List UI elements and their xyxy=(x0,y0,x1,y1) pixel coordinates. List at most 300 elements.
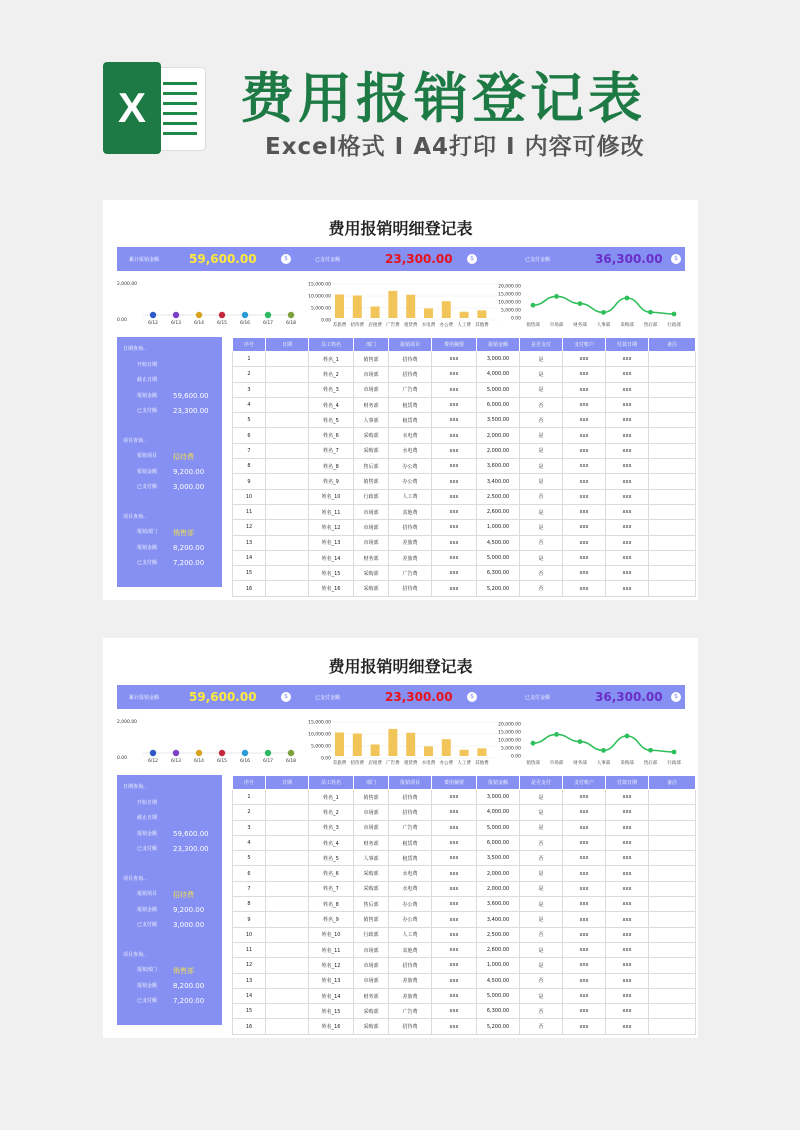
table-cell[interactable]: 否 xyxy=(520,566,563,581)
table-cell[interactable]: 人事部 xyxy=(354,413,389,428)
column-header[interactable]: 报销项目 xyxy=(389,776,432,790)
table-cell[interactable]: 姓名_9 xyxy=(309,912,354,927)
table-cell[interactable] xyxy=(266,942,309,957)
table-cell[interactable]: xxx xyxy=(432,474,477,489)
table-cell[interactable]: xxx xyxy=(606,973,649,988)
table-cell[interactable]: 采购部 xyxy=(354,581,389,596)
table-cell[interactable]: 是 xyxy=(520,367,563,382)
table-cell[interactable]: 招待费 xyxy=(389,805,432,820)
column-header[interactable]: 备注 xyxy=(649,776,696,790)
table-cell[interactable]: 13 xyxy=(233,973,266,988)
table-cell[interactable] xyxy=(649,790,696,805)
table-cell[interactable]: 5,000.00 xyxy=(477,382,520,397)
table-cell[interactable]: 姓名_2 xyxy=(309,805,354,820)
table-cell[interactable]: xxx xyxy=(563,504,606,519)
table-cell[interactable]: 办公费 xyxy=(389,459,432,474)
table-cell[interactable] xyxy=(266,535,309,550)
table-cell[interactable] xyxy=(266,927,309,942)
table-cell[interactable]: xxx xyxy=(606,581,649,596)
table-cell[interactable]: xxx xyxy=(563,382,606,397)
table-cell[interactable]: xxx xyxy=(432,820,477,835)
table-cell[interactable]: xxx xyxy=(606,897,649,912)
table-cell[interactable]: 否 xyxy=(520,851,563,866)
table-cell[interactable]: xxx xyxy=(432,835,477,850)
table-cell[interactable]: 姓名_16 xyxy=(309,581,354,596)
column-header[interactable]: 费用摘要 xyxy=(432,338,477,352)
table-cell[interactable]: xxx xyxy=(563,1004,606,1019)
table-cell[interactable]: 2 xyxy=(233,805,266,820)
table-cell[interactable]: xxx xyxy=(606,459,649,474)
table-cell[interactable]: xxx xyxy=(432,851,477,866)
column-header[interactable]: 序号 xyxy=(233,338,266,352)
table-cell[interactable]: 其他费 xyxy=(389,504,432,519)
table-cell[interactable]: 5,000.00 xyxy=(477,988,520,1003)
table-cell[interactable] xyxy=(649,835,696,850)
table-cell[interactable]: 广告费 xyxy=(389,1004,432,1019)
table-cell[interactable]: 是 xyxy=(520,912,563,927)
table-cell[interactable] xyxy=(266,958,309,973)
table-cell[interactable]: xxx xyxy=(432,927,477,942)
table-cell[interactable] xyxy=(649,474,696,489)
table-cell[interactable] xyxy=(649,958,696,973)
table-cell[interactable]: xxx xyxy=(563,352,606,367)
table-cell[interactable]: 是 xyxy=(520,805,563,820)
table-cell[interactable]: 姓名_1 xyxy=(309,352,354,367)
table-cell[interactable]: xxx xyxy=(563,912,606,927)
table-cell[interactable] xyxy=(649,489,696,504)
table-cell[interactable]: 销售部 xyxy=(354,790,389,805)
table-cell[interactable]: xxx xyxy=(563,367,606,382)
table-cell[interactable]: 招待费 xyxy=(389,790,432,805)
table-cell[interactable] xyxy=(266,835,309,850)
table-cell[interactable]: 16 xyxy=(233,581,266,596)
table-cell[interactable]: xxx xyxy=(563,474,606,489)
table-cell[interactable] xyxy=(266,581,309,596)
table-cell[interactable]: 6 xyxy=(233,866,266,881)
table-cell[interactable]: xxx xyxy=(432,352,477,367)
table-cell[interactable]: xxx xyxy=(563,581,606,596)
table-cell[interactable]: xxx xyxy=(563,520,606,535)
table-cell[interactable] xyxy=(266,504,309,519)
table-cell[interactable]: 姓名_2 xyxy=(309,367,354,382)
table-cell[interactable] xyxy=(266,1004,309,1019)
table-cell[interactable]: 6,300.00 xyxy=(477,566,520,581)
table-cell[interactable]: xxx xyxy=(432,504,477,519)
table-cell[interactable] xyxy=(266,443,309,458)
table-cell[interactable]: xxx xyxy=(606,382,649,397)
table-cell[interactable] xyxy=(266,973,309,988)
table-cell[interactable]: 采购部 xyxy=(354,566,389,581)
table-cell[interactable]: xxx xyxy=(606,927,649,942)
table-cell[interactable]: xxx xyxy=(563,942,606,957)
table-cell[interactable]: 财务部 xyxy=(354,988,389,1003)
table-cell[interactable]: 3,000.00 xyxy=(477,352,520,367)
table-cell[interactable] xyxy=(266,428,309,443)
table-cell[interactable]: 人工费 xyxy=(389,489,432,504)
table-cell[interactable]: xxx xyxy=(606,988,649,1003)
table-cell[interactable] xyxy=(649,897,696,912)
table-cell[interactable]: xxx xyxy=(563,988,606,1003)
table-cell[interactable]: xxx xyxy=(563,805,606,820)
table-cell[interactable] xyxy=(649,1019,696,1034)
table-cell[interactable] xyxy=(266,459,309,474)
table-cell[interactable]: 3,600.00 xyxy=(477,897,520,912)
table-cell[interactable]: 姓名_12 xyxy=(309,958,354,973)
column-header[interactable]: 备注 xyxy=(649,338,696,352)
table-cell[interactable]: xxx xyxy=(563,866,606,881)
table-cell[interactable]: 15 xyxy=(233,1004,266,1019)
table-cell[interactable] xyxy=(266,897,309,912)
table-cell[interactable]: 姓名_11 xyxy=(309,504,354,519)
table-cell[interactable]: 是 xyxy=(520,866,563,881)
column-header[interactable]: 员工姓名 xyxy=(309,776,354,790)
table-cell[interactable]: xxx xyxy=(606,566,649,581)
table-cell[interactable]: 是 xyxy=(520,459,563,474)
table-cell[interactable]: 4,500.00 xyxy=(477,973,520,988)
table-cell[interactable]: 是 xyxy=(520,958,563,973)
table-cell[interactable]: 4,500.00 xyxy=(477,535,520,550)
table-cell[interactable]: 水电费 xyxy=(389,428,432,443)
table-cell[interactable]: 售后部 xyxy=(354,897,389,912)
table-cell[interactable]: xxx xyxy=(606,866,649,881)
table-cell[interactable]: 11 xyxy=(233,504,266,519)
table-cell[interactable]: xxx xyxy=(606,942,649,957)
table-cell[interactable]: 广告费 xyxy=(389,566,432,581)
table-cell[interactable] xyxy=(649,927,696,942)
table-cell[interactable]: 姓名_1 xyxy=(309,790,354,805)
table-cell[interactable] xyxy=(649,397,696,412)
table-cell[interactable] xyxy=(266,367,309,382)
table-cell[interactable]: xxx xyxy=(606,805,649,820)
table-cell[interactable]: 6,000.00 xyxy=(477,397,520,412)
table-cell[interactable]: 姓名_14 xyxy=(309,550,354,565)
column-header[interactable]: 员工姓名 xyxy=(309,338,354,352)
table-cell[interactable] xyxy=(266,790,309,805)
table-cell[interactable]: 姓名_10 xyxy=(309,927,354,942)
table-cell[interactable]: 2,000.00 xyxy=(477,866,520,881)
table-cell[interactable] xyxy=(266,866,309,881)
table-cell[interactable] xyxy=(649,367,696,382)
table-cell[interactable] xyxy=(649,352,696,367)
table-cell[interactable]: 2,600.00 xyxy=(477,942,520,957)
table-cell[interactable]: xxx xyxy=(606,1019,649,1034)
column-header[interactable]: 日期 xyxy=(266,776,309,790)
table-cell[interactable]: 租赁费 xyxy=(389,851,432,866)
table-cell[interactable]: 市场部 xyxy=(354,942,389,957)
table-cell[interactable] xyxy=(266,413,309,428)
table-cell[interactable]: 2,000.00 xyxy=(477,881,520,896)
table-cell[interactable]: 差旅费 xyxy=(389,550,432,565)
table-cell[interactable] xyxy=(649,520,696,535)
table-cell[interactable]: 否 xyxy=(520,489,563,504)
table-cell[interactable]: 2,000.00 xyxy=(477,443,520,458)
table-cell[interactable]: 广告费 xyxy=(389,382,432,397)
table-cell[interactable]: 招待费 xyxy=(389,581,432,596)
table-cell[interactable]: 姓名_6 xyxy=(309,428,354,443)
table-cell[interactable]: 否 xyxy=(520,397,563,412)
table-cell[interactable]: xxx xyxy=(563,566,606,581)
table-cell[interactable]: xxx xyxy=(432,459,477,474)
table-cell[interactable]: 是 xyxy=(520,897,563,912)
table-cell[interactable]: xxx xyxy=(606,428,649,443)
table-cell[interactable]: 姓名_12 xyxy=(309,520,354,535)
table-cell[interactable] xyxy=(649,973,696,988)
table-cell[interactable]: 销售部 xyxy=(354,912,389,927)
table-cell[interactable]: xxx xyxy=(432,942,477,957)
table-cell[interactable]: 采购部 xyxy=(354,428,389,443)
table-cell[interactable]: xxx xyxy=(606,520,649,535)
table-cell[interactable]: 10 xyxy=(233,927,266,942)
column-header[interactable]: 报销金额 xyxy=(477,338,520,352)
table-cell[interactable]: xxx xyxy=(606,835,649,850)
table-cell[interactable] xyxy=(649,535,696,550)
table-cell[interactable] xyxy=(266,474,309,489)
table-cell[interactable]: 姓名_10 xyxy=(309,489,354,504)
table-cell[interactable]: xxx xyxy=(606,958,649,973)
column-header[interactable]: 报销项目 xyxy=(389,338,432,352)
table-cell[interactable]: 姓名_13 xyxy=(309,535,354,550)
table-cell[interactable]: 市场部 xyxy=(354,520,389,535)
table-cell[interactable]: 4,000.00 xyxy=(477,805,520,820)
table-cell[interactable]: 是 xyxy=(520,443,563,458)
table-cell[interactable]: xxx xyxy=(563,459,606,474)
table-cell[interactable] xyxy=(266,851,309,866)
table-cell[interactable]: 人工费 xyxy=(389,927,432,942)
table-cell[interactable]: 采购部 xyxy=(354,881,389,896)
table-cell[interactable]: xxx xyxy=(432,382,477,397)
table-cell[interactable] xyxy=(266,397,309,412)
table-cell[interactable]: 差旅费 xyxy=(389,988,432,1003)
table-cell[interactable]: 广告费 xyxy=(389,820,432,835)
table-cell[interactable]: xxx xyxy=(563,927,606,942)
table-cell[interactable] xyxy=(649,566,696,581)
table-cell[interactable]: xxx xyxy=(606,352,649,367)
table-cell[interactable]: xxx xyxy=(432,973,477,988)
table-cell[interactable]: 3,000.00 xyxy=(477,790,520,805)
table-cell[interactable]: xxx xyxy=(606,413,649,428)
table-cell[interactable]: xxx xyxy=(432,988,477,1003)
table-cell[interactable]: 1,000.00 xyxy=(477,958,520,973)
table-cell[interactable]: xxx xyxy=(432,1004,477,1019)
table-cell[interactable]: 招待费 xyxy=(389,1019,432,1034)
table-cell[interactable]: 姓名_8 xyxy=(309,459,354,474)
table-cell[interactable]: 5,000.00 xyxy=(477,550,520,565)
table-cell[interactable]: 12 xyxy=(233,958,266,973)
table-cell[interactable]: 5,200.00 xyxy=(477,1019,520,1034)
table-cell[interactable]: 4,000.00 xyxy=(477,367,520,382)
table-cell[interactable]: xxx xyxy=(563,973,606,988)
table-cell[interactable]: 6 xyxy=(233,428,266,443)
table-cell[interactable]: 14 xyxy=(233,988,266,1003)
table-cell[interactable]: xxx xyxy=(432,1019,477,1034)
table-cell[interactable]: xxx xyxy=(432,912,477,927)
table-cell[interactable]: xxx xyxy=(606,912,649,927)
table-cell[interactable]: 市场部 xyxy=(354,973,389,988)
table-cell[interactable]: xxx xyxy=(432,805,477,820)
table-cell[interactable]: xxx xyxy=(563,550,606,565)
table-cell[interactable] xyxy=(266,550,309,565)
table-cell[interactable] xyxy=(649,1004,696,1019)
table-cell[interactable]: xxx xyxy=(606,397,649,412)
table-cell[interactable]: 姓名_5 xyxy=(309,413,354,428)
table-cell[interactable] xyxy=(649,988,696,1003)
table-cell[interactable]: 3,400.00 xyxy=(477,912,520,927)
table-cell[interactable]: 2,000.00 xyxy=(477,428,520,443)
table-cell[interactable]: 姓名_16 xyxy=(309,1019,354,1034)
table-cell[interactable]: 市场部 xyxy=(354,535,389,550)
table-cell[interactable]: 水电费 xyxy=(389,443,432,458)
table-cell[interactable] xyxy=(266,912,309,927)
table-cell[interactable]: 是 xyxy=(520,881,563,896)
table-cell[interactable]: 姓名_15 xyxy=(309,1004,354,1019)
table-cell[interactable]: 售后部 xyxy=(354,459,389,474)
table-cell[interactable] xyxy=(649,459,696,474)
table-cell[interactable]: 2,500.00 xyxy=(477,489,520,504)
table-cell[interactable]: 市场部 xyxy=(354,504,389,519)
table-cell[interactable]: xxx xyxy=(563,897,606,912)
table-cell[interactable]: 12 xyxy=(233,520,266,535)
table-cell[interactable]: 招待费 xyxy=(389,520,432,535)
table-cell[interactable]: 1,000.00 xyxy=(477,520,520,535)
table-cell[interactable]: xxx xyxy=(606,535,649,550)
column-header[interactable]: 部门 xyxy=(354,338,389,352)
table-cell[interactable]: 办公费 xyxy=(389,474,432,489)
table-cell[interactable]: 3,500.00 xyxy=(477,851,520,866)
column-header[interactable]: 报销金额 xyxy=(477,776,520,790)
table-cell[interactable]: 姓名_14 xyxy=(309,988,354,1003)
table-cell[interactable] xyxy=(649,912,696,927)
table-cell[interactable]: 水电费 xyxy=(389,881,432,896)
table-cell[interactable]: 姓名_11 xyxy=(309,942,354,957)
table-cell[interactable]: 姓名_7 xyxy=(309,443,354,458)
column-header[interactable]: 是否支付 xyxy=(520,776,563,790)
table-cell[interactable] xyxy=(649,550,696,565)
table-cell[interactable] xyxy=(266,805,309,820)
table-cell[interactable]: xxx xyxy=(606,851,649,866)
table-cell[interactable]: 是 xyxy=(520,428,563,443)
table-cell[interactable]: 姓名_8 xyxy=(309,897,354,912)
table-cell[interactable]: 租赁费 xyxy=(389,397,432,412)
table-cell[interactable]: 行政部 xyxy=(354,927,389,942)
column-header[interactable]: 付款日期 xyxy=(606,338,649,352)
table-cell[interactable]: 姓名_5 xyxy=(309,851,354,866)
table-cell[interactable]: xxx xyxy=(563,835,606,850)
table-cell[interactable] xyxy=(266,881,309,896)
table-cell[interactable]: xxx xyxy=(563,397,606,412)
table-cell[interactable] xyxy=(266,1019,309,1034)
table-cell[interactable] xyxy=(266,352,309,367)
table-cell[interactable]: xxx xyxy=(563,489,606,504)
table-cell[interactable]: 招待费 xyxy=(389,352,432,367)
table-cell[interactable]: 6,300.00 xyxy=(477,1004,520,1019)
table-cell[interactable]: xxx xyxy=(606,474,649,489)
table-cell[interactable]: xxx xyxy=(432,866,477,881)
table-cell[interactable]: 9 xyxy=(233,474,266,489)
table-cell[interactable]: 是 xyxy=(520,352,563,367)
table-cell[interactable]: xxx xyxy=(432,413,477,428)
column-header[interactable]: 支付账户 xyxy=(563,776,606,790)
table-cell[interactable]: 3 xyxy=(233,382,266,397)
table-cell[interactable]: xxx xyxy=(606,504,649,519)
table-cell[interactable]: 姓名_7 xyxy=(309,881,354,896)
table-cell[interactable]: 2,600.00 xyxy=(477,504,520,519)
table-cell[interactable]: 销售部 xyxy=(354,352,389,367)
table-cell[interactable]: 16 xyxy=(233,1019,266,1034)
table-cell[interactable]: xxx xyxy=(563,958,606,973)
table-cell[interactable]: 否 xyxy=(520,1019,563,1034)
table-cell[interactable]: 8 xyxy=(233,459,266,474)
table-cell[interactable]: 办公费 xyxy=(389,897,432,912)
table-cell[interactable]: 姓名_15 xyxy=(309,566,354,581)
table-cell[interactable]: xxx xyxy=(563,820,606,835)
table-cell[interactable]: 5,000.00 xyxy=(477,820,520,835)
table-cell[interactable]: xxx xyxy=(432,535,477,550)
table-cell[interactable]: 否 xyxy=(520,581,563,596)
table-cell[interactable]: 3 xyxy=(233,820,266,835)
table-cell[interactable]: 行政部 xyxy=(354,489,389,504)
table-cell[interactable]: xxx xyxy=(432,443,477,458)
table-cell[interactable]: 姓名_13 xyxy=(309,973,354,988)
table-cell[interactable]: 否 xyxy=(520,927,563,942)
table-cell[interactable]: 销售部 xyxy=(354,474,389,489)
table-cell[interactable]: 市场部 xyxy=(354,820,389,835)
table-cell[interactable]: 2,500.00 xyxy=(477,927,520,942)
table-cell[interactable] xyxy=(649,581,696,596)
table-cell[interactable]: 财务部 xyxy=(354,550,389,565)
table-cell[interactable]: 采购部 xyxy=(354,1004,389,1019)
table-cell[interactable]: 1 xyxy=(233,790,266,805)
table-cell[interactable] xyxy=(649,413,696,428)
table-cell[interactable]: 1 xyxy=(233,352,266,367)
table-cell[interactable]: 是 xyxy=(520,988,563,1003)
table-cell[interactable]: 4 xyxy=(233,397,266,412)
table-cell[interactable]: xxx xyxy=(606,489,649,504)
table-cell[interactable]: xxx xyxy=(563,413,606,428)
table-cell[interactable]: xxx xyxy=(606,1004,649,1019)
table-cell[interactable] xyxy=(266,566,309,581)
table-cell[interactable]: 办公费 xyxy=(389,912,432,927)
table-cell[interactable]: 7 xyxy=(233,443,266,458)
table-cell[interactable]: 市场部 xyxy=(354,367,389,382)
table-cell[interactable]: 8 xyxy=(233,897,266,912)
table-cell[interactable]: 租赁费 xyxy=(389,835,432,850)
column-header[interactable]: 付款日期 xyxy=(606,776,649,790)
table-cell[interactable]: 租赁费 xyxy=(389,413,432,428)
table-cell[interactable]: xxx xyxy=(432,428,477,443)
table-cell[interactable]: xxx xyxy=(563,881,606,896)
table-cell[interactable]: 姓名_3 xyxy=(309,382,354,397)
table-cell[interactable] xyxy=(649,443,696,458)
table-cell[interactable] xyxy=(266,988,309,1003)
table-cell[interactable]: 其他费 xyxy=(389,942,432,957)
column-header[interactable]: 是否支付 xyxy=(520,338,563,352)
column-header[interactable]: 日期 xyxy=(266,338,309,352)
table-cell[interactable] xyxy=(649,942,696,957)
table-cell[interactable]: 是 xyxy=(520,382,563,397)
table-cell[interactable]: 3,400.00 xyxy=(477,474,520,489)
table-cell[interactable] xyxy=(649,504,696,519)
table-cell[interactable]: 否 xyxy=(520,1004,563,1019)
table-cell[interactable]: 3,600.00 xyxy=(477,459,520,474)
table-cell[interactable]: xxx xyxy=(563,535,606,550)
table-cell[interactable]: xxx xyxy=(432,550,477,565)
table-cell[interactable]: 是 xyxy=(520,550,563,565)
table-cell[interactable]: 否 xyxy=(520,973,563,988)
table-cell[interactable]: 姓名_4 xyxy=(309,397,354,412)
table-cell[interactable]: 招待费 xyxy=(389,367,432,382)
column-header[interactable]: 部门 xyxy=(354,776,389,790)
table-cell[interactable]: 是 xyxy=(520,820,563,835)
